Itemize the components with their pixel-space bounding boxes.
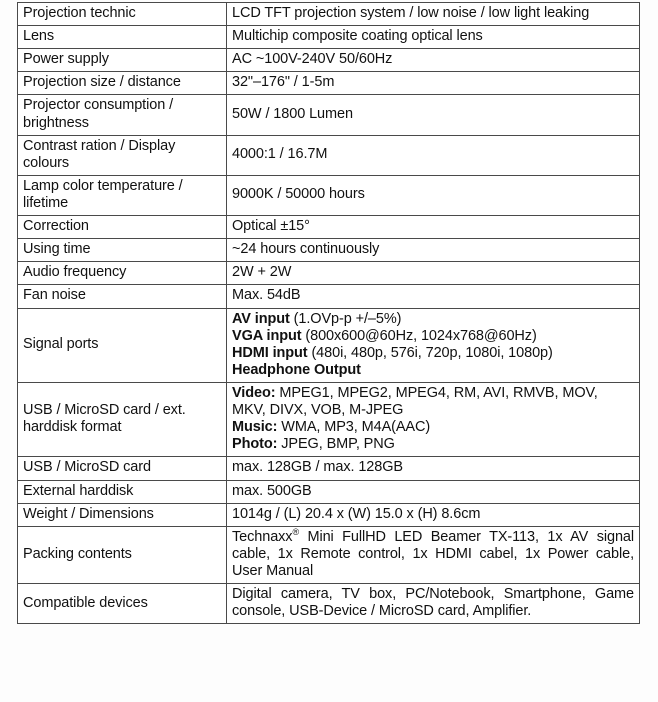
- row-value-signal-ports-line-text: (480i, 480p, 576i, 720p, 1080i, 1080p): [307, 344, 553, 361]
- row-label-power-supply: Power supply: [18, 49, 227, 72]
- registered-trademark-icon: ®: [292, 526, 300, 537]
- table-row: [18, 175, 640, 215]
- table-row: [18, 72, 640, 95]
- table-row: [18, 480, 640, 503]
- row-value-signal-ports-line-label: Headphone Output: [232, 361, 361, 378]
- row-value-lens: Multichip composite coating optical lens: [227, 26, 640, 49]
- table-row: [18, 285, 640, 308]
- row-label-projection-size-distance: Projection size / distance: [18, 72, 227, 95]
- row-value-audio-frequency: 2W + 2W: [227, 262, 640, 285]
- row-value-projection-size-distance: 32"–176" / 1-5m: [227, 72, 640, 95]
- row-value-media-format-line-text: MPEG1, MPEG2, MPEG4, RM, AVI, RMVB, MOV, MKV, DIVX, VOB, M-JPEG: [232, 384, 598, 419]
- row-value-using-time: ~24 hours continuously: [227, 239, 640, 262]
- table-row: [18, 3, 640, 26]
- table-row: [18, 457, 640, 480]
- row-value-packing-contents: [227, 526, 640, 583]
- row-label-contrast-ration-display-colours: Contrast ration / Display colours: [18, 135, 227, 175]
- table-row: [18, 135, 640, 175]
- row-value-signal-ports-line: [232, 328, 634, 345]
- row-value-media-format-line-label: Photo:: [232, 436, 278, 453]
- packing-text: Mini FullHD LED Beamer TX-113, 1x AV signal cable, 1x Remote control, 1x HDMI cabel, 1x Power cable, User Manual: [232, 528, 634, 579]
- row-label-correction: Correction: [18, 216, 227, 239]
- table-row-media-format: [18, 382, 640, 456]
- row-value-signal-ports-line: [232, 311, 634, 328]
- row-label-signal-ports: Signal ports: [18, 308, 227, 382]
- row-value-media-format-line-text: JPEG, BMP, PNG: [277, 436, 395, 453]
- table-row: [18, 95, 640, 135]
- row-value-signal-ports-line: [232, 362, 634, 379]
- row-value-media-format: [227, 382, 640, 456]
- row-label-using-time: Using time: [18, 239, 227, 262]
- row-value-projection-technic: LCD TFT projection system / low noise / low light leaking: [227, 3, 640, 26]
- row-label-projection-technic: Projection technic: [18, 3, 227, 26]
- row-value-power-supply: AC ~100V-240V 50/60Hz: [227, 49, 640, 72]
- row-value-signal-ports: [227, 308, 640, 382]
- row-value-media-format-line: [232, 436, 634, 453]
- packing-brand: Technaxx: [232, 528, 293, 545]
- row-label-usb-microsd-card: USB / MicroSD card: [18, 457, 227, 480]
- row-value-compatible-devices: Digital camera, TV box, PC/Notebook, Smartphone, Game console, USB-Device / MicroSD card, Amplifier.: [227, 584, 640, 624]
- table-row-packing-contents: [18, 526, 640, 583]
- row-value-media-format-line-text: WMA, MP3, M4A(AAC): [277, 419, 431, 436]
- row-label-fan-noise: Fan noise: [18, 285, 227, 308]
- table-row: [18, 216, 640, 239]
- row-value-signal-ports-line-label: VGA input: [232, 327, 302, 344]
- row-label-lamp-color-temperature-lifetime: Lamp color temperature / lifetime: [18, 175, 227, 215]
- row-value-weight-dimensions: 1014g / (L) 20.4 x (W) 15.0 x (H) 8.6cm: [227, 503, 640, 526]
- table-row-signal-ports: [18, 308, 640, 382]
- table-row: [18, 239, 640, 262]
- row-label-media-format: USB / MicroSD card / ext. harddisk format: [18, 382, 227, 456]
- row-label-lens: Lens: [18, 26, 227, 49]
- row-label-packing-contents: Packing contents: [18, 526, 227, 583]
- table-row: [18, 26, 640, 49]
- row-label-audio-frequency: Audio frequency: [18, 262, 227, 285]
- row-value-signal-ports-line: [232, 345, 634, 362]
- table-row: [18, 262, 640, 285]
- row-value-signal-ports-line-label: HDMI input: [232, 344, 308, 361]
- row-value-contrast-ration-display-colours: 4000:1 / 16.7M: [227, 135, 640, 175]
- table-row: [18, 49, 640, 72]
- row-label-compatible-devices: Compatible devices: [18, 584, 227, 624]
- row-value-external-harddisk: max. 500GB: [227, 480, 640, 503]
- row-value-correction: Optical ±15°: [227, 216, 640, 239]
- row-value-media-format-line-label: Video:: [232, 384, 276, 401]
- row-value-media-format-line-label: Music:: [232, 419, 278, 436]
- row-value-signal-ports-line-text: (800x600@60Hz, 1024x768@60Hz): [301, 327, 537, 344]
- specification-table: [17, 2, 640, 624]
- row-value-media-format-line: [232, 385, 634, 419]
- row-value-lamp-color-temperature-lifetime: 9000K / 50000 hours: [227, 175, 640, 215]
- specification-table-body: [18, 3, 640, 624]
- row-label-external-harddisk: External harddisk: [18, 480, 227, 503]
- row-value-signal-ports-line-label: AV input: [232, 310, 290, 327]
- row-value-fan-noise: Max. 54dB: [227, 285, 640, 308]
- row-value-usb-microsd-card: max. 128GB / max. 128GB: [227, 457, 640, 480]
- row-label-weight-dimensions: Weight / Dimensions: [18, 503, 227, 526]
- row-value-signal-ports-line-text: (1.OVp-p +/–5%): [289, 310, 402, 327]
- row-value-projector-consumption-brightness: 50W / 1800 Lumen: [227, 95, 640, 135]
- table-row-compatible-devices: [18, 584, 640, 624]
- table-row: [18, 503, 640, 526]
- row-label-projector-consumption-brightness: Projector consumption / brightness: [18, 95, 227, 135]
- row-value-media-format-line: [232, 419, 634, 436]
